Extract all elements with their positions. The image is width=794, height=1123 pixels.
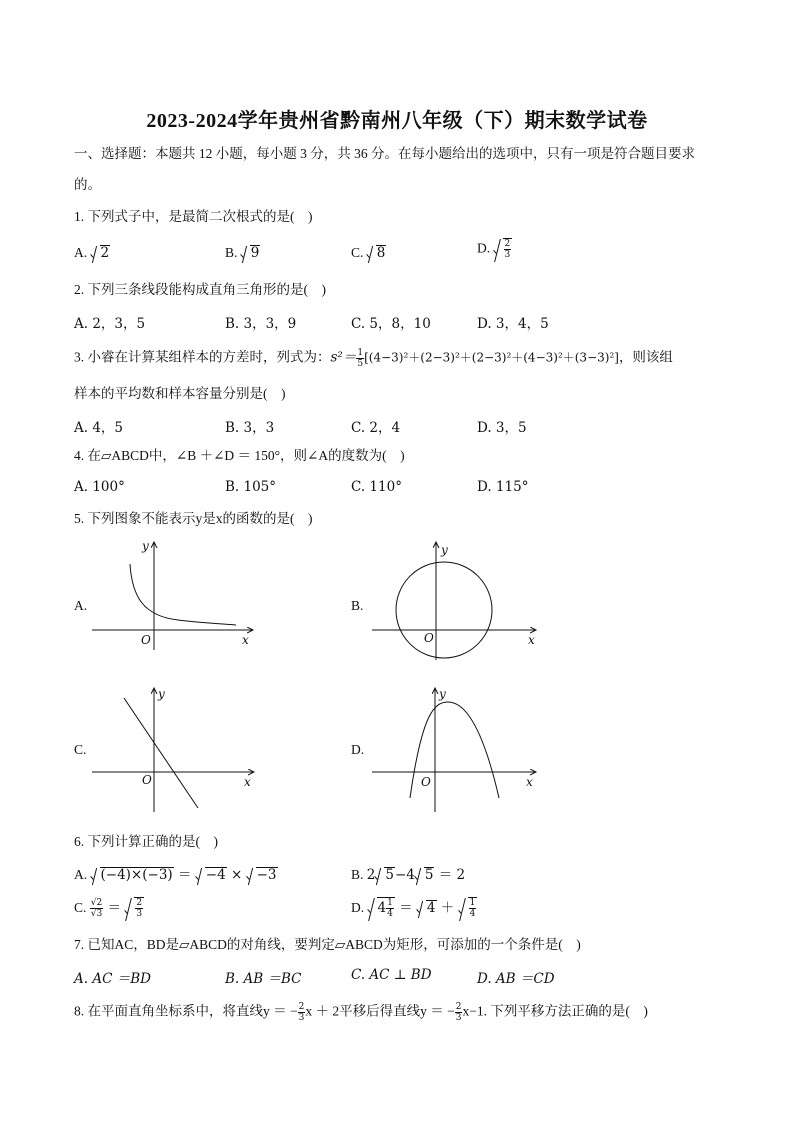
- svg-text:y: y: [441, 543, 448, 557]
- question-3-stem: 3. 小睿在计算某组样本的方差时，列式为：s²＝ $\frac{1}{5}$ [(4−3)²＋(2−3)²＋(2−3)²＋(4−3)²＋(3−3)²]，则该组: [74, 348, 673, 369]
- section-heading-cont: 的。: [74, 177, 101, 192]
- svg-text:y: y: [439, 687, 446, 701]
- question-8-stem: 8. 在平面直角坐标系中，将直线y ＝ − $\frac{2}{3}$ x ＋ 2平移后得直线y ＝ − $\frac{2}{3}$ x−1. 下列平移方法正确的是( ): [74, 1002, 648, 1023]
- graph-b-circle: [368, 538, 543, 663]
- q3-option-b: B. 3，3: [225, 420, 275, 436]
- sqrt-icon: 5: [415, 867, 435, 883]
- sqrt-icon: (−4)×(−3): [91, 867, 174, 883]
- q2-option-d: D. 3，4，5: [477, 316, 549, 332]
- q3-option-c: C. 2，4: [351, 420, 401, 436]
- sqrt-icon: 5: [375, 867, 395, 883]
- graph-a-hyperbola: [88, 538, 263, 653]
- q7-option-b: B. AB ＝BC: [225, 971, 302, 987]
- sqrt-icon: $\frac{2}{3}$: [494, 238, 513, 260]
- svg-text:x: x: [242, 633, 249, 647]
- svg-text:y: y: [158, 687, 165, 701]
- svg-text:x: x: [526, 775, 533, 789]
- q1-option-d: D. $\frac{2}{3}$: [477, 239, 511, 260]
- section-heading: 一、选择题：本题共 12 小题，每小题 3 分，共 36 分。在每小题给出的选项中，只有一项是符合题目要求: [74, 146, 695, 161]
- q1-option-b: B. 9: [225, 245, 260, 261]
- sqrt-icon: $\frac{2}{3}$: [125, 897, 144, 919]
- q4-option-c: C. 110°: [351, 479, 402, 495]
- q5-option-a-label: A.: [74, 598, 88, 613]
- svg-text:x: x: [528, 633, 535, 647]
- svg-text:x: x: [244, 775, 251, 789]
- q4-option-a: A. 100°: [74, 479, 125, 495]
- svg-text:O: O: [424, 631, 434, 645]
- question-4-stem: 4. 在▱ABCD中，∠B ＋∠D ＝ 150°，则∠A的度数为( ): [74, 448, 405, 463]
- question-7-stem: 7. 已知AC，BD是▱ABCD的对角线，要判定▱ABCD为矩形，可添加的一个条件是( ): [74, 937, 581, 952]
- exam-title: 2023-2024学年贵州省黔南州八年级（下）期末数学试卷: [146, 110, 648, 132]
- svg-text:y: y: [142, 539, 149, 553]
- sqrt-icon: 9: [241, 245, 261, 261]
- graph-d-parabola: [368, 684, 543, 814]
- question-3-stem-cont: 样本的平均数和样本容量分别是( ): [74, 386, 286, 401]
- sqrt-icon: $\frac{1}{4}$: [459, 897, 478, 919]
- q6-option-b: B. 2 5−4 5 ＝ 2: [351, 867, 466, 883]
- q6-option-a: A. (−4)×(−3) ＝ −4 × −3: [74, 867, 277, 883]
- q2-option-a: A. 2，3，5: [74, 316, 146, 332]
- q5-option-c-label: C.: [74, 742, 87, 757]
- sqrt-icon: 2: [91, 245, 111, 261]
- q1-option-a: A. 2: [74, 245, 110, 261]
- q3-option-a: A. 4，5: [74, 420, 124, 436]
- q6-option-c: C. $\frac{√2}{√3}$ ＝ $\frac{2}{3}$: [74, 898, 143, 920]
- graph-c-line: [88, 684, 263, 814]
- q1-option-c: C. 8: [351, 245, 386, 261]
- svg-text:O: O: [141, 633, 151, 647]
- q5-option-b-label: B.: [351, 598, 364, 613]
- q2-option-c: C. 5，8，10: [351, 316, 431, 332]
- q7-option-d: D. AB ＝CD: [477, 971, 555, 987]
- question-1-stem: 1. 下列式子中，是最简二次根式的是( ): [74, 209, 313, 224]
- q5-option-d-label: D.: [351, 742, 365, 757]
- sqrt-icon: 4: [417, 900, 437, 916]
- question-6-stem: 6. 下列计算正确的是( ): [74, 834, 218, 849]
- q7-option-a: A. AC ＝BD: [74, 971, 151, 987]
- sqrt-icon: −3: [247, 867, 278, 883]
- q3-option-d: D. 3，5: [477, 420, 527, 436]
- q6-option-d: D. 4 $\frac{1}{4}$ ＝ 4 ＋ $\frac{1}{4}$: [351, 898, 476, 920]
- svg-text:O: O: [142, 773, 152, 787]
- question-2-stem: 2. 下列三条线段能构成直角三角形的是( ): [74, 282, 326, 297]
- q2-option-b: B. 3，3，9: [225, 316, 297, 332]
- q4-option-b: B. 105°: [225, 479, 277, 495]
- svg-text:O: O: [421, 775, 431, 789]
- q7-option-c: C. AC ⊥ BD: [351, 967, 432, 983]
- q4-option-d: D. 115°: [477, 479, 529, 495]
- question-5-stem: 5. 下列图象不能表示y是x的函数的是( ): [74, 511, 313, 526]
- sqrt-icon: 4 $\frac{1}{4}$: [368, 897, 395, 919]
- sqrt-icon: 8: [367, 245, 387, 261]
- sqrt-icon: −4: [196, 867, 227, 883]
